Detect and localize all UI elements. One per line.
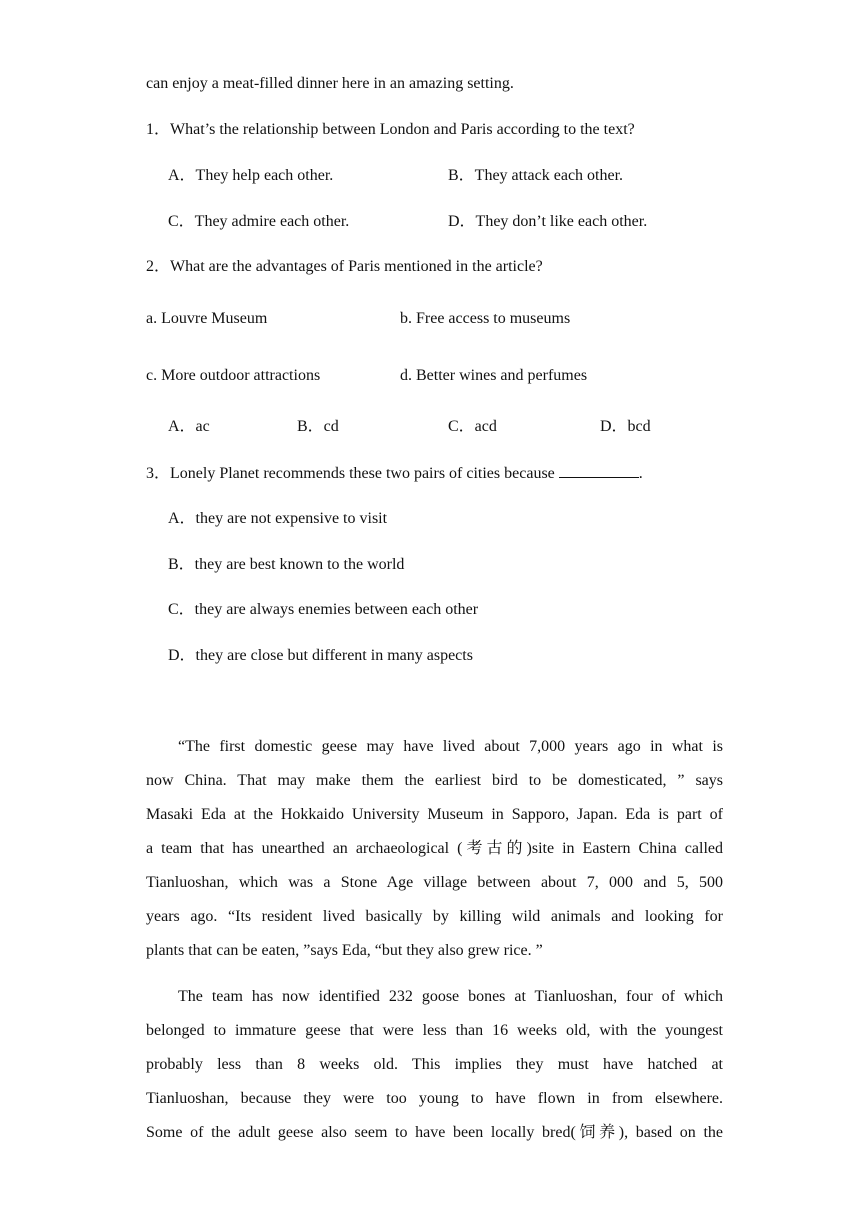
question-1-option-a: A．They help each other. — [168, 167, 334, 184]
passage-line: probably less than 8 weeks old. This implies they must have hatched at — [146, 1056, 723, 1073]
question-3-option-d: D．they are close but different in many aspects — [168, 647, 473, 664]
passage-line: a team that has unearthed an archaeological (考古的)site in Eastern China called — [146, 840, 723, 857]
question-2-option-a: A．ac — [168, 418, 210, 435]
question-2-stem: 2．What are the advantages of Paris mentioned in the article? — [146, 258, 543, 275]
question-2-item-b: b. Free access to museums — [400, 310, 571, 327]
passage-line: Tianluoshan, because they were too young to have flown in from elsewhere. — [146, 1090, 723, 1107]
question-3-stem: 3．Lonely Planet recommends these two pairs of cities because — [146, 465, 555, 482]
question-1-option-d: D．They don’t like each other. — [448, 213, 648, 230]
passage-line: Tianluoshan, which was a Stone Age village between about 7, 000 and 5, 500 — [146, 874, 723, 891]
passage-line: years ago. “Its resident lived basically by killing wild animals and looking for — [146, 908, 723, 925]
question-3-option-a: A．they are not expensive to visit — [168, 510, 388, 527]
question-3-stem-end: . — [638, 465, 643, 482]
question-2-item-d: d. Better wines and perfumes — [400, 367, 588, 384]
passage-line: “The first domestic geese may have lived about 7,000 years ago in what is — [178, 738, 723, 755]
passage-line: The team has now identified 232 goose bones at Tianluoshan, four of which — [178, 988, 723, 1005]
passage-line: Some of the adult geese also seem to have been locally bred(饲养), based on the — [146, 1124, 723, 1141]
question-2-item-c: c. More outdoor attractions — [146, 367, 321, 384]
passage-line: Masaki Eda at the Hokkaido University Museum in Sapporo, Japan. Eda is part of — [146, 806, 723, 823]
question-2-item-a: a. Louvre Museum — [146, 310, 268, 327]
question-3-option-b: B．they are best known to the world — [168, 556, 405, 573]
question-3-stem-row — [146, 463, 643, 484]
passage-line: belonged to immature geese that were less than 16 weeks old, with the youngest — [146, 1022, 723, 1039]
question-1-option-b: B．They attack each other. — [448, 167, 624, 184]
passage-paragraph-2 — [146, 980, 723, 1150]
question-2-option-c: C．acd — [448, 418, 497, 435]
intro-line: can enjoy a meat-filled dinner here in an amazing setting. — [146, 75, 514, 92]
passage-line: plants that can be eaten, ”says Eda, “but they also grew rice. ” — [146, 942, 543, 959]
answer-blank — [559, 463, 639, 478]
question-3-option-c: C．they are always enemies between each other — [168, 601, 479, 618]
question-2-option-b: B．cd — [297, 418, 339, 435]
question-2-option-d: D．bcd — [600, 418, 651, 435]
passage-line: now China. That may make them the earliest bird to be domesticated, ” says — [146, 772, 723, 789]
passage-paragraph-1 — [146, 730, 723, 968]
question-1-option-c: C．They admire each other. — [168, 213, 350, 230]
question-1-stem: 1．What’s the relationship between London and Paris according to the text? — [146, 121, 635, 138]
